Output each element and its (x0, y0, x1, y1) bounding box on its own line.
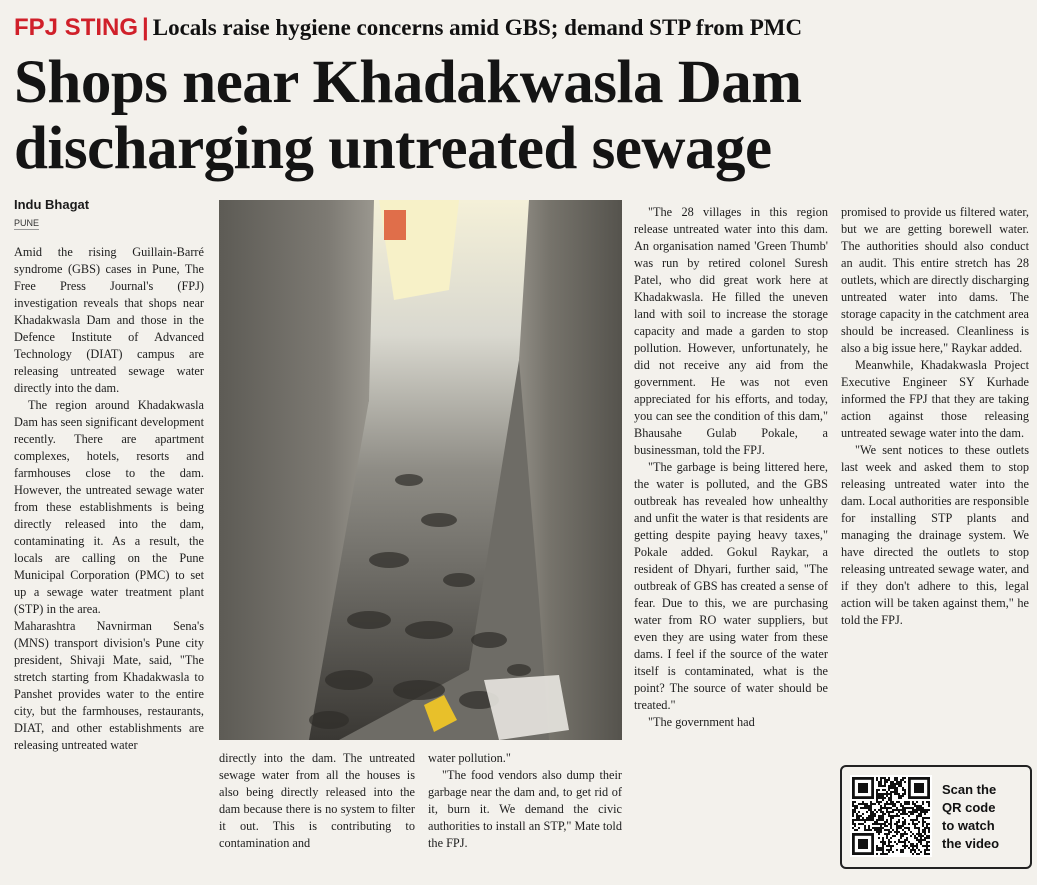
dam-drain-photo (219, 200, 622, 740)
kicker-separator: | (142, 14, 149, 41)
qr-callout (840, 765, 1032, 869)
article-column-3 (428, 750, 622, 880)
qr-code-icon[interactable] (850, 775, 932, 857)
dateline: PUNE (14, 218, 40, 228)
kicker (14, 14, 1024, 48)
photo-illustration (219, 200, 622, 740)
article-column-1 (14, 244, 204, 880)
article-column-5 (841, 204, 1029, 756)
strapline: Locals raise hygiene concerns amid GBS; demand STP from PMC (152, 15, 803, 40)
headline-line-1: Shops near Khadakwasla Dam (14, 49, 802, 116)
paragraph: "The garbage is being littered here, the water is polluted, and the GBS outbreak has revealed how unhealthy and unfit the water is that residents are getting despite paying heavy taxes," Pokale added. Gokul Raykar, a resident of Dhyari, further said, "The outbreak of GBS has created a sense of fear. Due to this, we are purchasing water from RO water suppliers, but even they are using water from these dams. I feel if the source of the water itself is contaminated, what is the point? The source of water should be treated." (634, 460, 828, 712)
qr-caption-line: to watch (942, 818, 995, 833)
qr-caption (942, 781, 1028, 853)
paragraph: "We sent notices to these outlets last week and asked them to stop releasing untreated water into the dam. Local authorities are responsible for installing STP plants and managing the drainage system. We have directed the outlets to stop releasing untreated sewage water, and if they don't adhere to this, legal action will be taken against them," he told the FPJ. (841, 443, 1029, 627)
paragraph: "The government had (648, 715, 755, 729)
qr-caption-line: the video (942, 836, 1000, 851)
paragraph: water pollution." (428, 751, 511, 765)
paragraph: "The food vendors also dump their garbage near the dam and, to get rid of it, burn it. We demand the civic authorities to install an STP," Mate told the FPJ. (428, 768, 622, 850)
article-column-2 (219, 750, 415, 880)
paragraph: Maharashtra Navnirman Sena's (MNS) transport division's Pune city president, Shivaji Mate, said, "The stretch starting from Khadakwasla to Panshet provides water to the entire city, but the farmhouses, restaurants, DIAT, and other establishments are releasing untreated water (14, 619, 204, 752)
headline-line-2: discharging untreated sewage (14, 115, 772, 182)
paragraph: promised to provide us filtered water, but we are getting borewell water. The authorities should also conduct an audit. This entire stretch has 28 outlets, which are directly discharging untreated water into dams. The storage capacity in the catchment area should be increased. Cleanliness is also a big issue here," Raykar added. (841, 205, 1029, 355)
paragraph: Meanwhile, Khadakwasla Project Executive Engineer SY Kurhade informed the FPJ that they are taking action against those releasing untreated sewage water into the dam. (841, 358, 1029, 440)
paragraph: "The 28 villages in this region release untreated water into this dam. An organisation named 'Green Thumb' was run by retired colonel Suresh Patel, who did great work here at Khadakwasla. He filled the uneven land with soil to increase the storage capacity and made a garden to stop pollution. However, unfortunately, he did not receive any aid from the government. He was not even appreciated for his efforts, and today, you can see the condition of this dam," Bhausahe Gulab Pokale, a businessman, told the FPJ. (634, 205, 828, 457)
paragraph: The region around Khadakwasla Dam has seen significant development recently. There are apartment complexes, hotels, resorts and farmhouses close to the dam. However, the untreated sewage water from these establishments is being directly released into the dam, contaminating it. As a result, the locals are calling on the Pune Municipal Corporation (PMC) to set up a sewage water treatment plant (STP) in the area. (14, 398, 204, 616)
section-tag: FPJ STING (14, 14, 139, 41)
qr-caption-line: Scan the (942, 782, 997, 797)
qr-caption-line: QR code (942, 800, 996, 815)
paragraph: Amid the rising Guillain-Barré syndrome (GBS) cases in Pune, The Free Press Journal's (FPJ) investigation reveals that shops near Khadakwasla Dam and those in the Defence Institute of Advanced Technology (DIAT) campus are releasing untreated sewage water directly into the dam. (14, 245, 204, 395)
paragraph: directly into the dam. The untreated sewage water from all the houses is also being directly released into the dam because there is no system to filter it out. This is contributing to contamination and (219, 751, 415, 850)
article-column-4 (634, 204, 828, 880)
byline: Indu Bhagat (14, 197, 90, 212)
headline (14, 50, 1029, 182)
